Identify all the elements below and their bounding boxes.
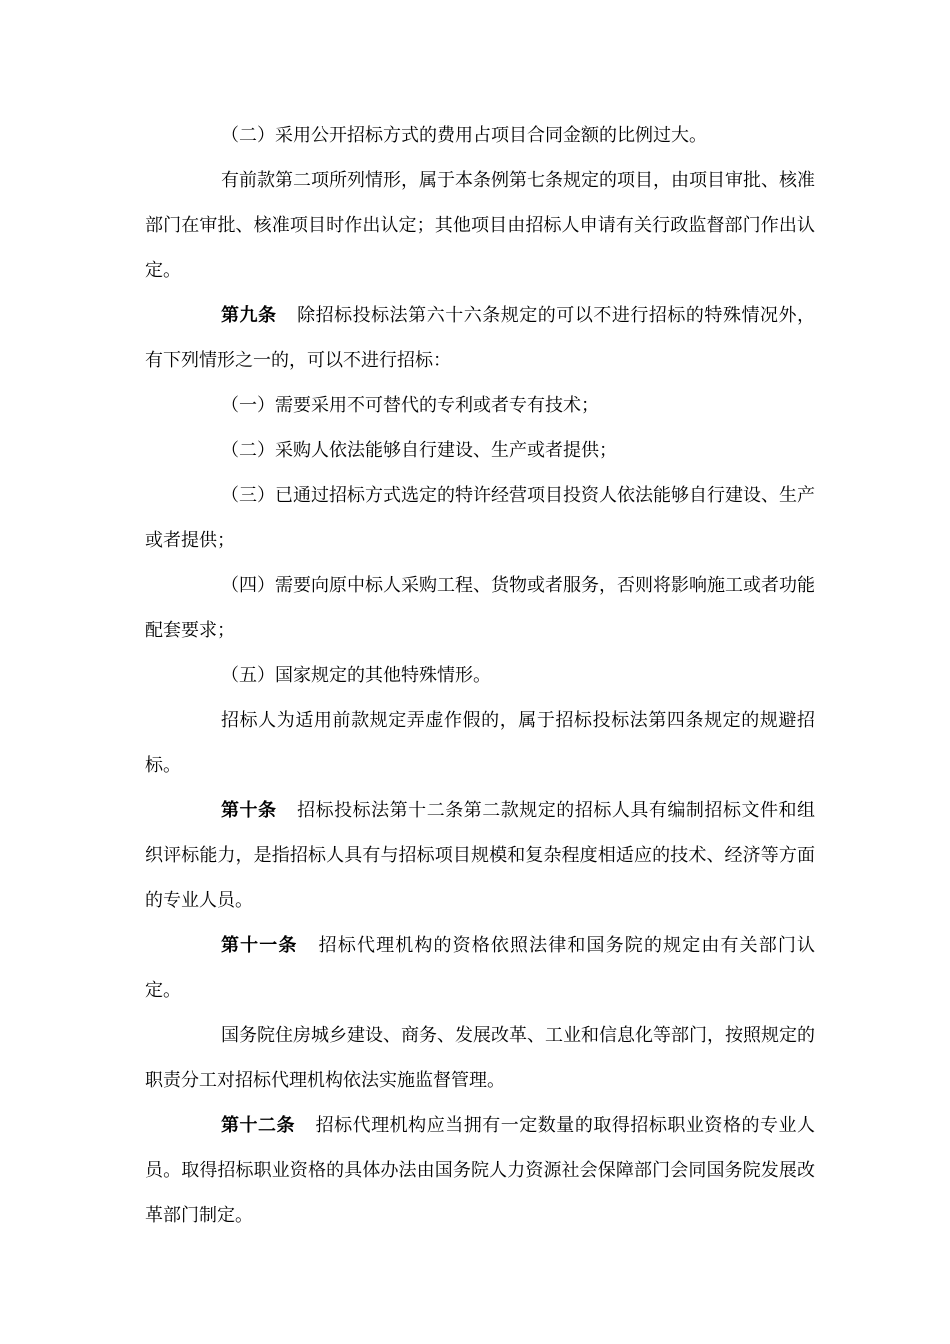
paragraph: 招标人为适用前款规定弄虚作假的，属于招标投标法第四条规定的规避招标。 — [145, 710, 815, 776]
document-body — [145, 113, 815, 1238]
paragraph: 有前款第二项所列情形，属于本条例第七条规定的项目，由项目审批、核准部门在审批、核准项目时作出认定；其他项目由招标人申请有关行政监督部门作出认定。 — [145, 170, 815, 281]
article-paragraph — [145, 923, 815, 1013]
list-item: （三）已通过招标方式选定的特许经营项目投资人依法能够自行建设、生产或者提供； — [145, 485, 815, 551]
list-item: （一）需要采用不可替代的专利或者专有技术； — [221, 395, 599, 416]
article-paragraph — [145, 788, 815, 923]
paragraph: 国务院住房城乡建设、商务、发展改革、工业和信息化等部门，按照规定的职责分工对招标代理机构依法实施监督管理。 — [145, 1025, 815, 1091]
list-item: （二）采用公开招标方式的费用占项目合同金额的比例过大。 — [221, 125, 707, 146]
article-paragraph — [145, 293, 815, 383]
article-heading: 第九条 — [221, 305, 277, 326]
article-paragraph — [145, 1103, 815, 1238]
article-text: 除招标投标法第六十六条规定的可以不进行招标的特殊情况外，有下列情形之一的，可以不进行招标： — [145, 305, 816, 371]
article-heading: 第十二条 — [221, 1115, 296, 1136]
article-heading: 第十一条 — [221, 935, 298, 956]
list-item: （四）需要向原中标人采购工程、货物或者服务，否则将影响施工或者功能配套要求； — [145, 575, 815, 641]
article-heading: 第十条 — [221, 800, 277, 821]
article-text: 招标代理机构的资格依照法律和国务院的规定由有关部门认定。 — [145, 935, 816, 1001]
article-text: 招标代理机构应当拥有一定数量的取得招标职业资格的专业人员。取得招标职业资格的具体办法由国务院人力资源社会保障部门会同国务院发展改革部门制定。 — [145, 1115, 816, 1226]
list-item: （二）采购人依法能够自行建设、生产或者提供； — [221, 440, 617, 461]
list-item: （五）国家规定的其他特殊情形。 — [221, 665, 491, 686]
article-text: 招标投标法第十二条第二款规定的招标人具有编制招标文件和组织评标能力，是指招标人具有与招标项目规模和复杂程度相适应的技术、经济等方面的专业人员。 — [145, 800, 816, 911]
